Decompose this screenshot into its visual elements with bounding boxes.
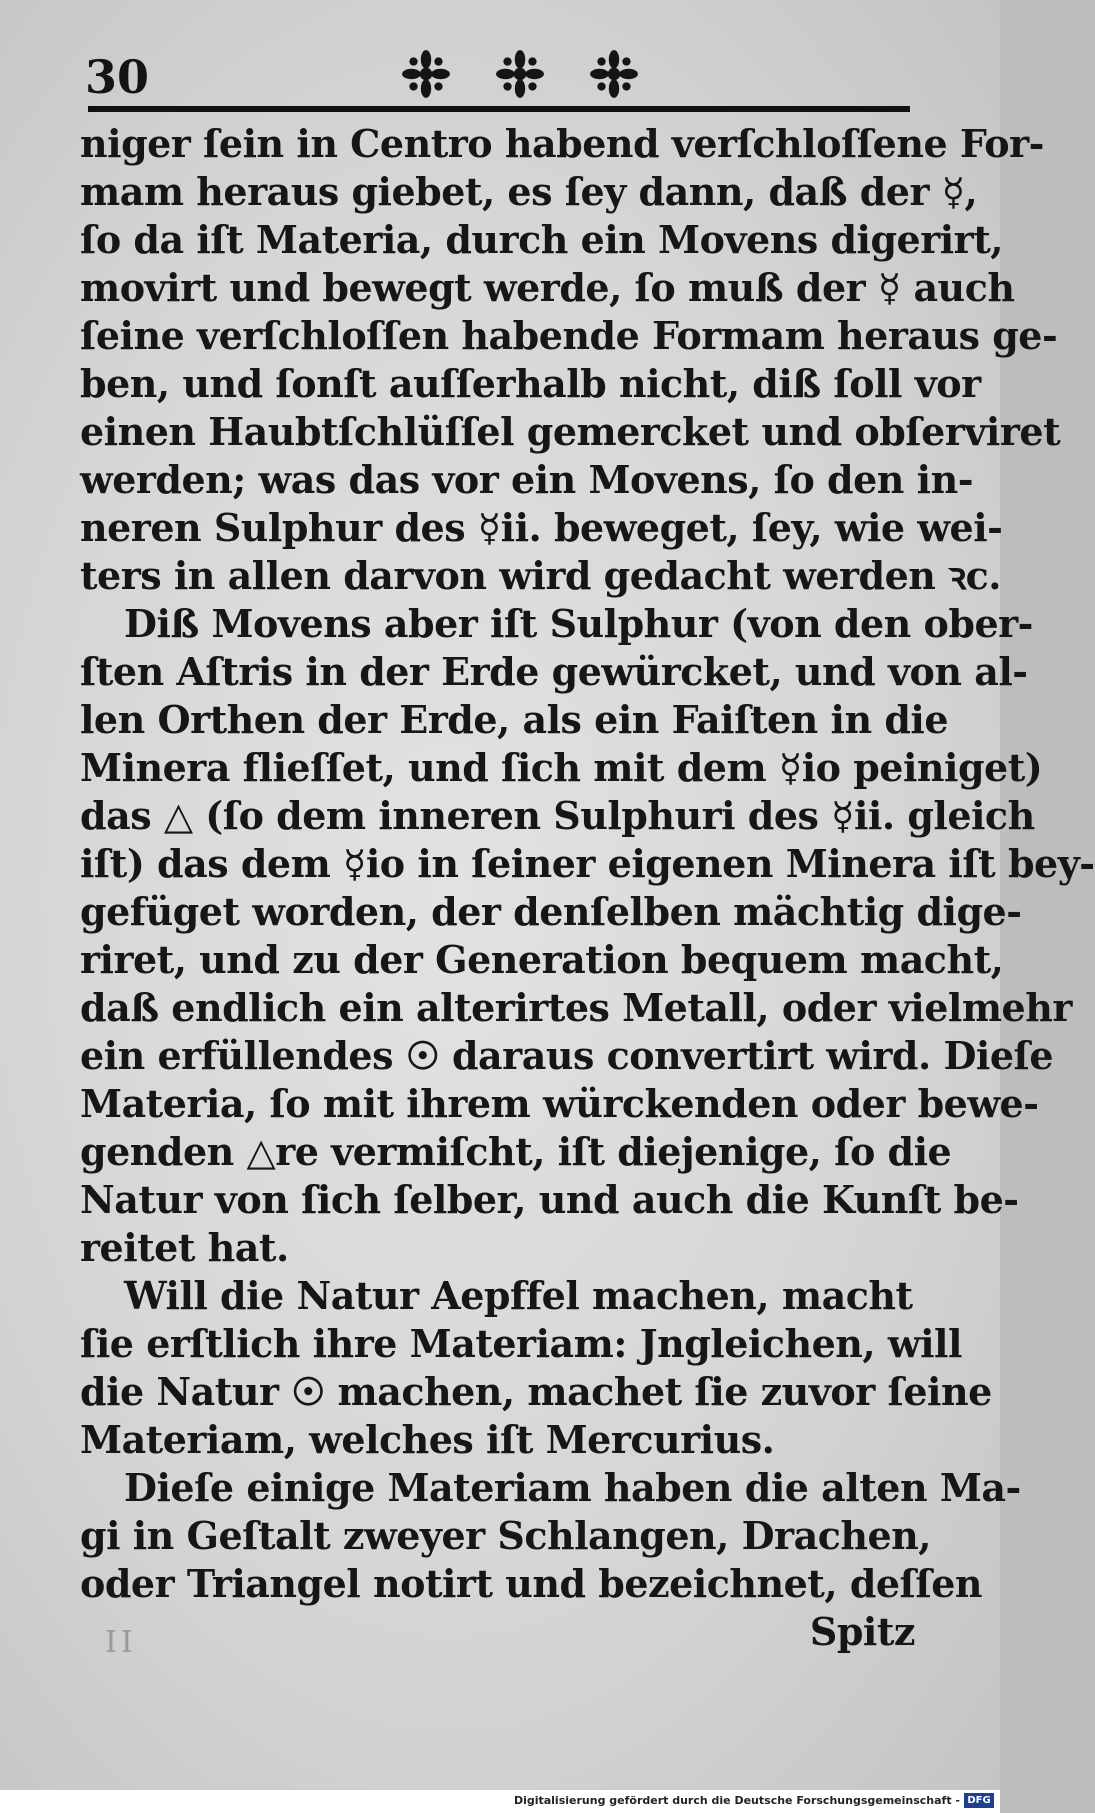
text-line: reitet hat. xyxy=(80,1225,289,1270)
text-line: neren Sulphur des ☿ii. beweget, ſey, wie wei- xyxy=(80,505,1003,550)
text-line: ſo da iſt Materia, durch ein Movens digerirt, xyxy=(80,217,1003,262)
text-line: ſeine verſchloſſen habende Formam heraus ge- xyxy=(80,313,1058,358)
text-line: werden; was das vor ein Movens, ſo den in- xyxy=(80,457,973,502)
text-line: ein erfüllendes ☉ daraus convertirt wird. Dieſe xyxy=(80,1033,1054,1078)
text-line: oder Triangel notirt und bezeichnet, deſſen xyxy=(80,1561,983,1606)
text-line: daß endlich ein alterirtes Metall, oder vielmehr xyxy=(80,985,1072,1030)
text-line: die Natur ☉ machen, machet ſie zuvor ſeine xyxy=(80,1369,992,1414)
text-line: iſt) das dem ☿io in ſeiner eigenen Minera iſt bey- xyxy=(80,841,1095,886)
text-line: movirt und bewegt werde, ſo muß der ☿ auch xyxy=(80,265,1015,310)
text-line: ben, und ſonſt auſſerhalb nicht, diß ſoll vor xyxy=(80,361,981,406)
text-line: das △ (ſo dem inneren Sulphuri des ☿ii. gleich xyxy=(80,793,1035,838)
paragraph-start-line: Diß Movens aber iſt Sulphur (von den ober- xyxy=(124,601,1033,646)
text-line: ſie erſtlich ihre Materiam: Jngleichen, will xyxy=(80,1321,962,1366)
text-line: Minera flieſſet, und ſich mit dem ☿io peiniget) xyxy=(80,745,1043,790)
text-line: gefüget worden, der denſelben mächtig dige- xyxy=(80,889,1022,934)
fleuron-icon xyxy=(400,48,452,100)
text-line: riret, und zu der Generation bequem macht, xyxy=(80,937,1004,982)
fleuron-icon xyxy=(588,48,640,100)
digitization-footer xyxy=(0,1790,1000,1813)
text-line: niger ſein in Centro habend verſchloſſene For- xyxy=(80,121,1044,166)
catchword: Spitz xyxy=(809,1609,915,1654)
bleed-through-marks: II xyxy=(105,1625,137,1660)
header-rule xyxy=(88,106,910,112)
text-line: gi in Geſtalt zweyer Schlangen, Drachen, xyxy=(80,1513,931,1558)
text-line: Natur von ſich ſelber, und auch die Kunſt be- xyxy=(80,1177,1019,1222)
body-text xyxy=(80,120,1095,1656)
text-line: ters in allen darvon wird gedacht werden ꝛc. xyxy=(80,553,1002,598)
text-line: einen Haubtſchlüſſel gemercket und obſerviret xyxy=(80,409,1061,454)
text-line: genden △re vermiſcht, iſt diejenige, ſo die xyxy=(80,1129,952,1174)
text-line: len Orthen der Erde, als ein Faiſten in die xyxy=(80,697,949,742)
funding-credit: Digitalisierung gefördert durch die Deutsche Forschungsgemeinschaft - xyxy=(513,1794,960,1807)
dfg-logo: DFG xyxy=(964,1793,994,1808)
text-line: ſten Aſtris in der Erde gewürcket, und von al- xyxy=(80,649,1028,694)
text-line: Materiam, welches iſt Mercurius. xyxy=(80,1417,775,1462)
header-ornaments xyxy=(400,44,640,104)
paragraph-start-line: Dieſe einige Materiam haben die alten Ma- xyxy=(124,1465,1021,1510)
text-line: mam heraus giebet, es ſey dann, daß der ☿, xyxy=(80,169,978,214)
text-line: Materia, ſo mit ihrem würckenden oder bewe- xyxy=(80,1081,1039,1126)
paragraph-start-line: Will die Natur Aepffel machen, macht xyxy=(124,1273,913,1318)
page-number: 30 xyxy=(85,50,150,104)
fleuron-icon xyxy=(494,48,546,100)
